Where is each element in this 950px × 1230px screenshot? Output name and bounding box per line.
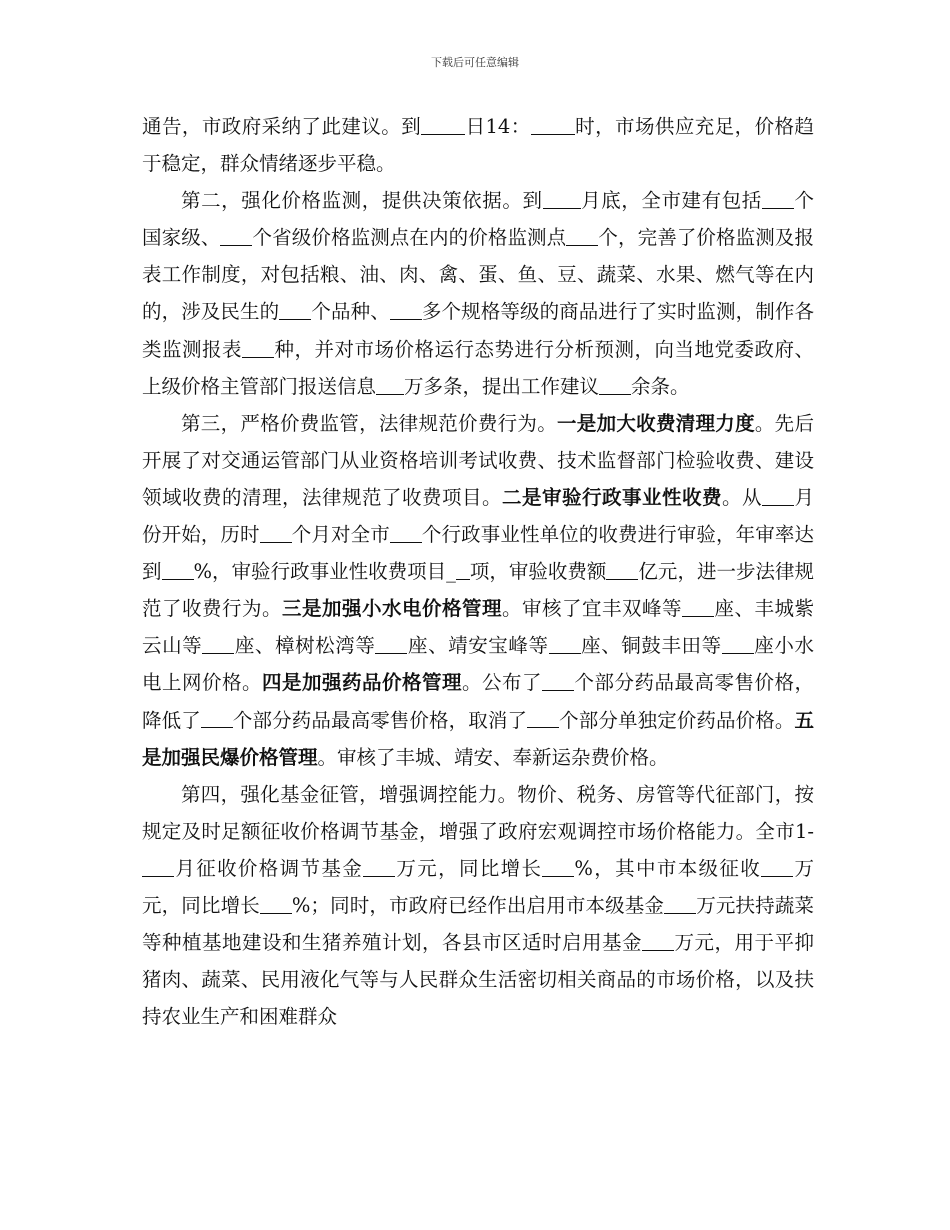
bold-heading: 二是审验行政事业性收费 (501, 485, 722, 509)
blank-line (456, 560, 470, 581)
text-run: 亿元，进一步法律规范了收费行为。 (142, 560, 814, 621)
blank-line (260, 893, 292, 914)
blank-line (761, 856, 793, 877)
text-run: 个，完善了价格监测及报表工作制度，对包括粮、油、肉、禽、蛋、鱼、豆、蔬菜、水果、燃气等在内的，涉及民生的 (142, 226, 814, 324)
blank-line (390, 522, 422, 543)
blank-line (202, 634, 234, 655)
text-run: 。审核了宜丰双峰等 (501, 597, 682, 621)
blank-line (279, 300, 311, 321)
blank-line (762, 189, 794, 210)
text-run: 万多条，提出工作建议 (404, 374, 600, 398)
text-run: %；同时，市政府已经作出启用市本级基金 (291, 893, 665, 917)
blank-line (375, 634, 407, 655)
blank-line (527, 708, 559, 729)
blank-line (421, 114, 465, 135)
text-run: 万元扶持蔬菜等种植基地建设和生猪养殖计划，各县市区适时启用基金 (142, 893, 814, 955)
text-run: 座、樟树松湾等 (234, 634, 376, 658)
blank-line (142, 856, 174, 877)
text-run: 。从 (721, 485, 762, 509)
blank-line (543, 189, 581, 210)
text-run: 万元，用于平抑猪肉、蔬菜、民用液化气等与人民群众生活密切相关商品的市场价格，以及扶持农业生产和困难群众 (142, 931, 814, 1029)
text-run: 万元，同比增长 (142, 856, 814, 917)
text-run: 万元，同比增长 (395, 856, 543, 880)
blank-line (531, 114, 575, 135)
text-run: 座、丰城紫云山等 (142, 597, 814, 658)
text-run: 日14： (465, 115, 531, 138)
text-run: 。公布了 (461, 671, 542, 695)
text-run: 个省级价格监测点在内的价格监测点 (252, 226, 567, 250)
text-run: 座、靖安宝峰等 (407, 634, 549, 658)
text-run: 第二，强化价格监测，提供决策依据。到 (181, 189, 543, 213)
blank-line (722, 634, 754, 655)
text-run: 。先后开展了对交通运管部门从业资格培训考试收费、技术监督部门检验收费、建设领域收费的清理，法律规范了收费项目。 (142, 411, 814, 509)
text-run: 个行政事业性单位的收费进行审验，年审率达到 (142, 523, 814, 584)
blank-line (363, 856, 395, 877)
blank-line (664, 893, 696, 914)
page-header: 下载后可任意编辑 (431, 56, 519, 69)
text-run: 个国家级、 (142, 189, 814, 250)
text-run: 月份开始，历时 (142, 485, 814, 547)
text-run: %，审验行政事业性收费项目_ (193, 560, 456, 584)
bold-heading: 三是加强小水电价格管理 (282, 597, 502, 621)
blank-line (642, 931, 674, 952)
text-run: 个品种、 (311, 300, 390, 324)
text-run: 余条。 (631, 374, 690, 398)
paragraph-0 (142, 108, 814, 182)
text-run: 通告，市政府采纳了此建议。到 (142, 115, 422, 138)
blank-line (201, 708, 233, 729)
blank-line (390, 300, 422, 321)
text-run: 个部分单独定价药品价格。 (559, 708, 795, 732)
blank-line (762, 485, 794, 506)
paragraph-1 (142, 182, 814, 405)
paragraph-2 (142, 405, 814, 776)
text-run: 个月对全市 (291, 523, 390, 547)
text-run: 第四，强化基金征管，增强调控能力。物价、税务、房管等代征部门，按规定及时足额征收价格调节基金，增强了政府宏观调控市场价格能力。全市1- (142, 782, 814, 843)
text-run: 座、铜鼓丰田等 (580, 634, 722, 658)
blank-line (242, 337, 274, 358)
text-run: 座小水电上网价格。 (142, 634, 814, 695)
paragraph-3 (142, 776, 814, 1036)
text-run: 个部分药品最高零售价格，降低了 (142, 671, 814, 732)
text-run: 第三，严格价费监管，法律规范价费行为。 (181, 411, 557, 435)
text-run: 项，审验收费额 (469, 560, 607, 584)
blank-line (542, 856, 574, 877)
text-run: 月征收价格调节基金 (174, 856, 364, 880)
blank-line (162, 560, 194, 581)
bold-heading: 四是加强药品价格管理 (262, 671, 462, 695)
text-run: 时，市场供应充足，价格趋于稳定，群众情绪逐步平稳。 (142, 115, 814, 176)
blank-line (549, 634, 581, 655)
blank-line (376, 374, 404, 395)
text-run: 月底，全市建有包括 (580, 189, 762, 213)
bold-heading: 五是加强民爆价格管理 (142, 708, 814, 769)
text-run: 个部分药品最高零售价格，取消了 (232, 708, 528, 732)
blank-line (566, 226, 598, 247)
text-run: 。审核了丰城、靖安、奉新运杂费价格。 (317, 745, 669, 769)
blank-line (682, 597, 714, 618)
text-run: %，其中市本级征收 (574, 856, 762, 880)
blank-line (220, 226, 252, 247)
blank-line (606, 560, 638, 581)
blank-line (260, 522, 292, 543)
blank-line (542, 671, 574, 692)
document-body (142, 108, 814, 1035)
blank-line (599, 374, 631, 395)
text-run: 多个规格等级的商品进行了实时监测，制作各类监测报表 (142, 300, 814, 361)
bold-heading: 一是加大收费清理力度 (557, 411, 755, 435)
text-run: 种，并对市场价格运行态势进行分析预测，向当地党委政府、上级价格主管部门报送信息 (142, 337, 814, 398)
